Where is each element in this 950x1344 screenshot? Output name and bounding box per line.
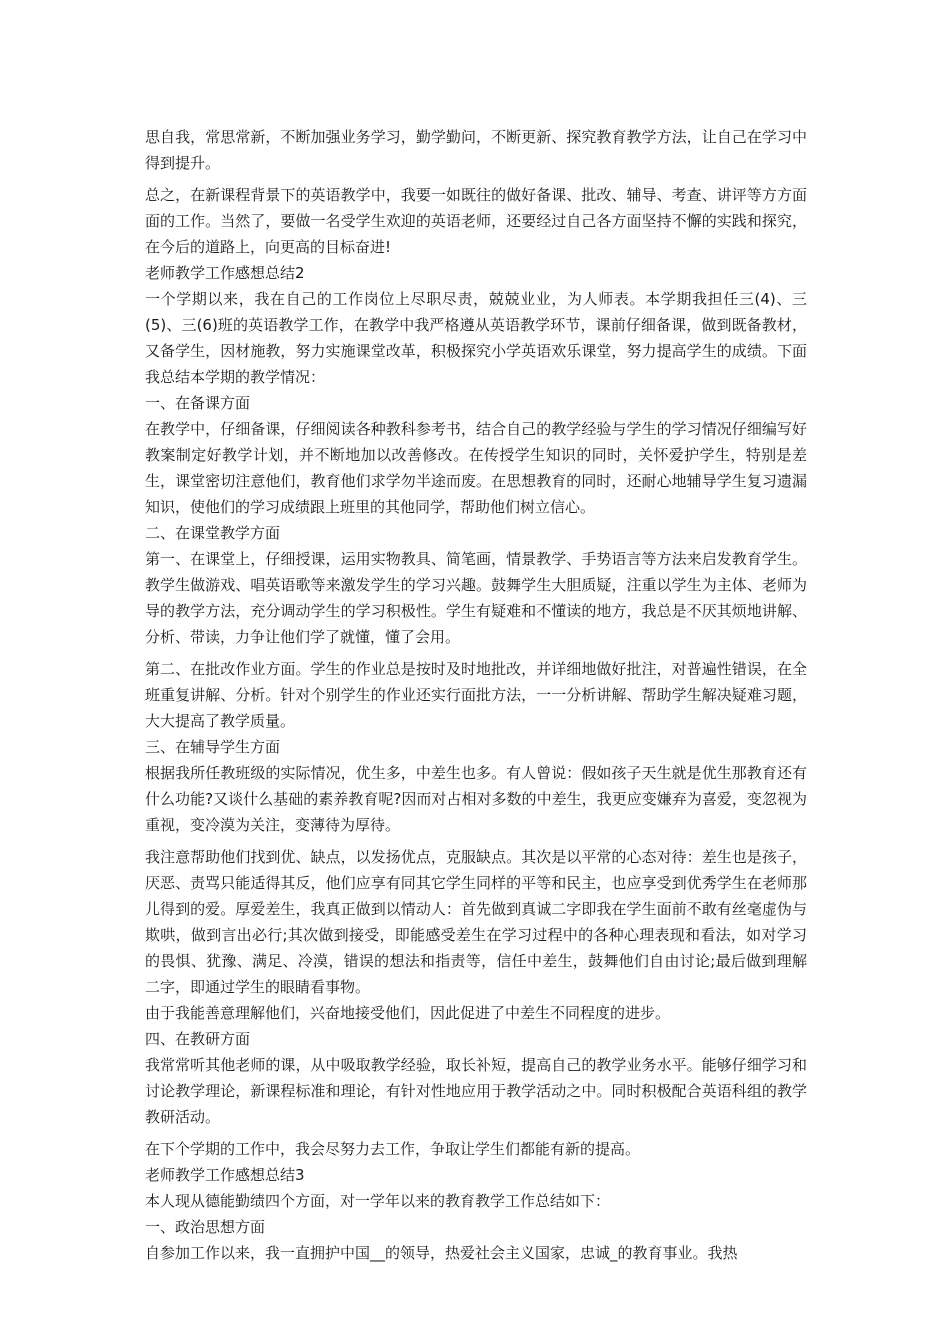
paragraph: 根据我所任教班级的实际情况，优生多，中差生也多。有人曾说：假如孩子天生就是优生那教育还有什么功能?又谈什么基础的素养教育呢?因而对占相对多数的中差生，我更应变嫌弃为喜爱，变忽视为重视，变冷漠为关注，变薄待为厚待。 <box>145 764 807 834</box>
section-heading: 老师教学工作感想总结2 <box>145 264 305 282</box>
subsection-heading: 一、政治思想方面 <box>145 1218 266 1236</box>
subsection-heading: 三、在辅导学生方面 <box>145 738 281 756</box>
subsection-heading: 一、在备课方面 <box>145 394 251 412</box>
paragraph: 自参加工作以来，我一直拥护中国__的领导，热爱社会主义国家，忠诚_的教育事业。我热 <box>145 1244 738 1262</box>
paragraph: 我常常听其他老师的课，从中吸取教学经验，取长补短，提高自己的教学业务水平。能够仔细学习和讨论教学理论，新课程标准和理论，有针对性地应用于教学活动之中。同时积极配合英语科组的教学教研活动。 <box>145 1056 807 1126</box>
paragraph: 第二、在批改作业方面。学生的作业总是按时及时地批改，并详细地做好批注，对普遍性错误，在全班重复讲解、分析。针对个别学生的作业还实行面批方法，一一分析讲解、帮助学生解决疑难习题，大大提高了教学质量。 <box>145 660 807 730</box>
paragraph: 一个学期以来，我在自己的工作岗位上尽职尽责，兢兢业业，为人师表。本学期我担任三(4)、三(5)、三(6)班的英语教学工作，在教学中我严格遵从英语教学环节，课前仔细备课，做到既备教材，又备学生，因材施教，努力实施课堂改革，积极探究小学英语欢乐课堂，努力提高学生的成绩。下面我总结本学期的教学情况： <box>145 290 807 386</box>
subsection-heading: 四、在教研方面 <box>145 1030 251 1048</box>
paragraph: 总之，在新课程背景下的英语教学中，我要一如既往的做好备课、批改、辅导、考查、讲评等方方面面的工作。当然了，要做一名受学生欢迎的英语老师，还要经过自己各方面坚持不懈的实践和探究，在今后的道路上，向更高的目标奋进! <box>145 186 807 256</box>
section-heading: 老师教学工作感想总结3 <box>145 1166 305 1184</box>
paragraph: 在教学中，仔细备课，仔细阅读各种教科参考书，结合自己的教学经验与学生的学习情况仔细编写好教案制定好教学计划，并不断地加以改善修改。在传授学生知识的同时，关怀爱护学生，特别是差生，课堂密切注意他们，教育他们求学勿半途而废。在思想教育的同时，还耐心地辅导学生复习遗漏知识，使他们的学习成绩跟上班里的其他同学，帮助他们树立信心。 <box>145 420 807 516</box>
paragraph: 我注意帮助他们找到优、缺点，以发扬优点，克服缺点。其次是以平常的心态对待：差生也是孩子，厌恶、责骂只能适得其反，他们应享有同其它学生同样的平等和民主，也应享受到优秀学生在老师那儿得到的爱。厚爱差生，我真正做到以情动人：首先做到真诚二字即我在学生面前不敢有丝毫虚伪与欺哄，做到言出必行;其次做到接受，即能感受差生在学习过程中的各种心理表现和看法，如对学习的畏惧、犹豫、满足、冷漠，错误的想法和指责等，信任中差生，鼓舞他们自由讨论;最后做到理解二字，即通过学生的眼睛看事物。 <box>145 848 807 996</box>
paragraph: 思自我，常思常新，不断加强业务学习，勤学勤问，不断更新、探究教育教学方法，让自己在学习中得到提升。 <box>145 128 807 172</box>
paragraph: 在下个学期的工作中，我会尽努力去工作，争取让学生们都能有新的提高。 <box>145 1140 641 1158</box>
subsection-heading: 二、在课堂教学方面 <box>145 524 281 542</box>
paragraph: 本人现从德能勤绩四个方面，对一学年以来的教育教学工作总结如下： <box>145 1192 611 1210</box>
paragraph: 第一、在课堂上，仔细授课，运用实物教具、简笔画，情景教学、手势语言等方法来启发教育学生。教学生做游戏、唱英语歌等来激发学生的学习兴趣。鼓舞学生大胆质疑，注重以学生为主体、老师为导的教学方法，充分调动学生的学习积极性。学生有疑难和不懂读的地方，我总是不厌其烦地讲解、分析、带读，力争让他们学了就懂，懂了会用。 <box>145 550 807 646</box>
document-page <box>145 124 807 1266</box>
paragraph: 由于我能善意理解他们，兴奋地接受他们，因此促进了中差生不同程度的进步。 <box>145 1004 671 1022</box>
